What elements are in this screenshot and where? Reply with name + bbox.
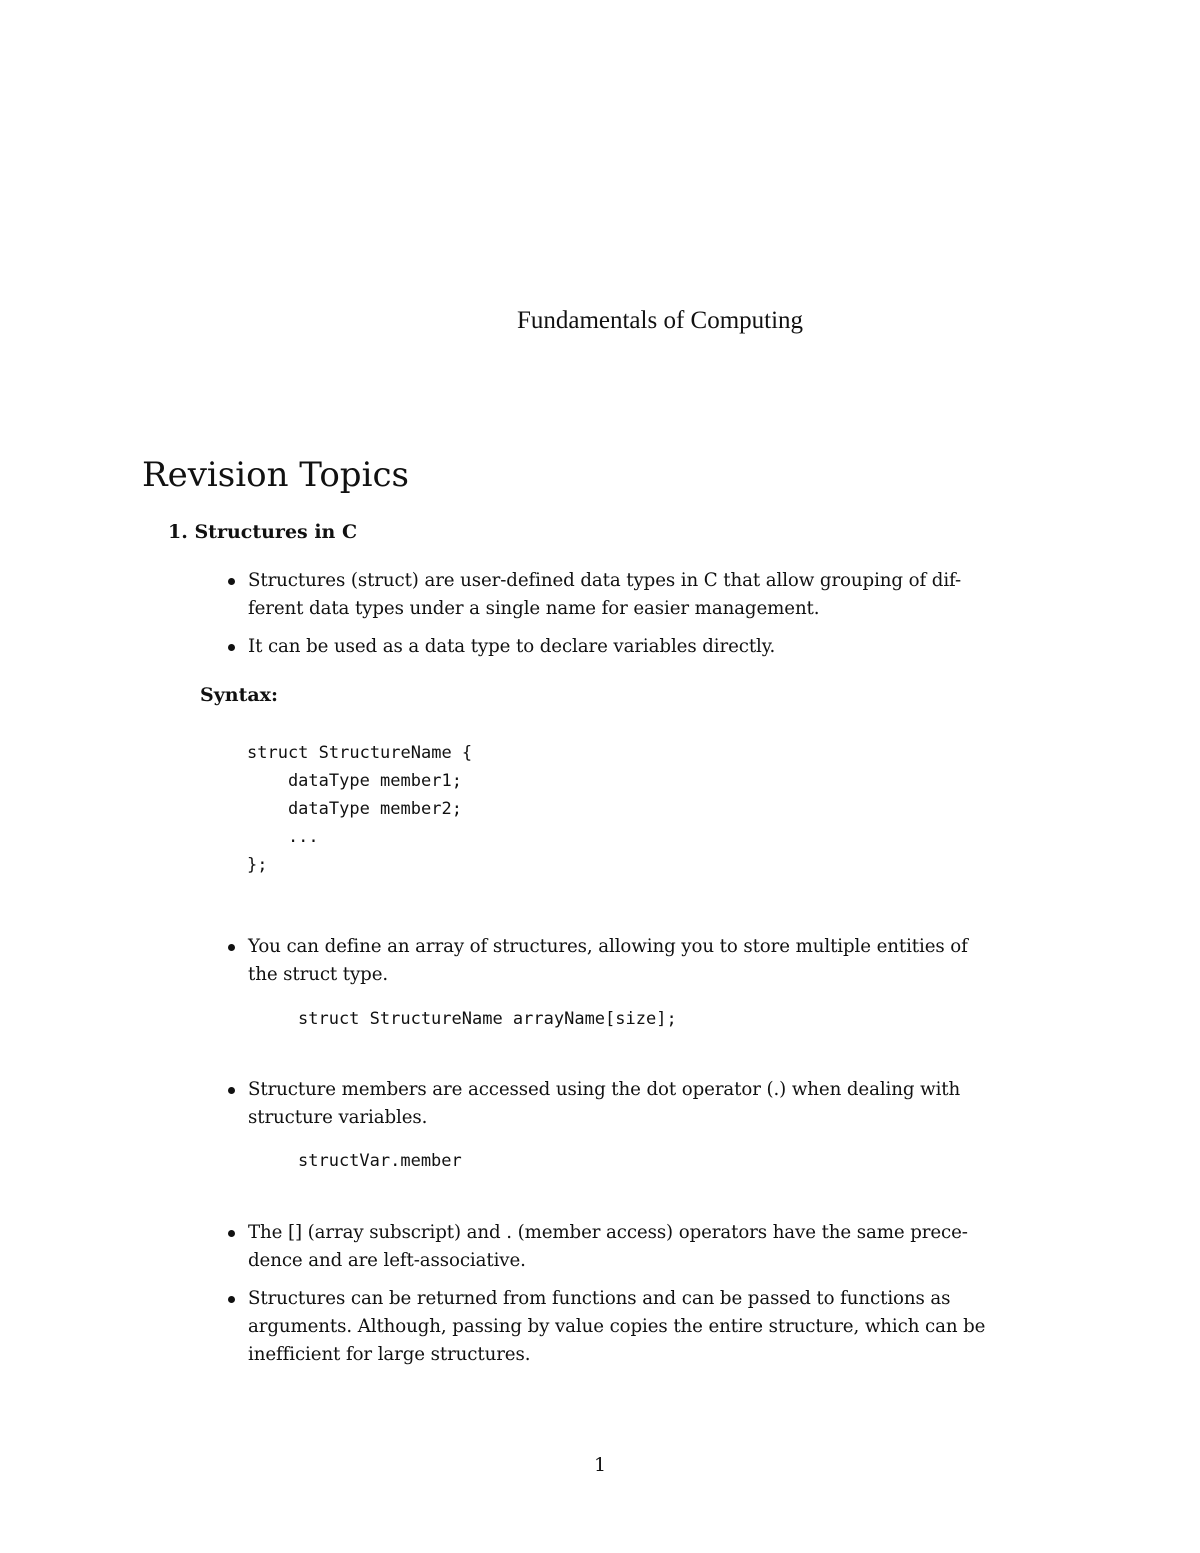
bullet-text-line: Structures (struct) are user-defined data types in C that allow grouping of dif-	[248, 570, 962, 591]
bullet-icon	[228, 1230, 235, 1237]
bullet-text-line: Structure members are accessed using the dot operator (.) when dealing with	[248, 1079, 961, 1100]
code-line: };	[247, 855, 268, 875]
document-title: Fundamentals of Computing	[516, 307, 804, 334]
bullet-text-line: Structures can be returned from functions and can be passed to functions as	[248, 1288, 951, 1309]
topic-heading: 1. Structures in C	[168, 521, 358, 543]
code-example: structVar.member	[298, 1151, 462, 1171]
bullet-text-line: the struct type.	[248, 964, 389, 985]
code-line: struct StructureName {	[247, 743, 473, 763]
bullet-text-line: The [] (array subscript) and . (member access) operators have the same prece-	[248, 1222, 968, 1243]
bullet-text-line: arguments. Although, passing by value copies the entire structure, which can be	[248, 1316, 986, 1337]
bullet-icon	[228, 1296, 235, 1303]
syntax-label: Syntax:	[200, 684, 279, 706]
bullet-icon	[228, 578, 235, 585]
code-example: struct StructureName arrayName[size];	[298, 1009, 677, 1029]
bullet-text-line: You can define an array of structures, allowing you to store multiple entities of	[248, 936, 968, 957]
bullet-text-line: dence and are left-associative.	[248, 1250, 526, 1271]
code-line: dataType member2;	[247, 799, 462, 819]
bullet-icon	[228, 644, 235, 651]
bullet-text-line: ferent data types under a single name for easier management.	[248, 598, 820, 619]
bullet-icon	[228, 1087, 235, 1094]
code-line: dataType member1;	[247, 771, 462, 791]
page-number: 1	[593, 1454, 607, 1476]
section-heading: Revision Topics	[142, 455, 409, 495]
code-line: ...	[247, 827, 319, 847]
bullet-text-line: It can be used as a data type to declare variables directly.	[248, 636, 776, 657]
bullet-text-line: structure variables.	[248, 1107, 428, 1128]
bullet-text-line: inefficient for large structures.	[248, 1344, 531, 1365]
bullet-icon	[228, 944, 235, 951]
